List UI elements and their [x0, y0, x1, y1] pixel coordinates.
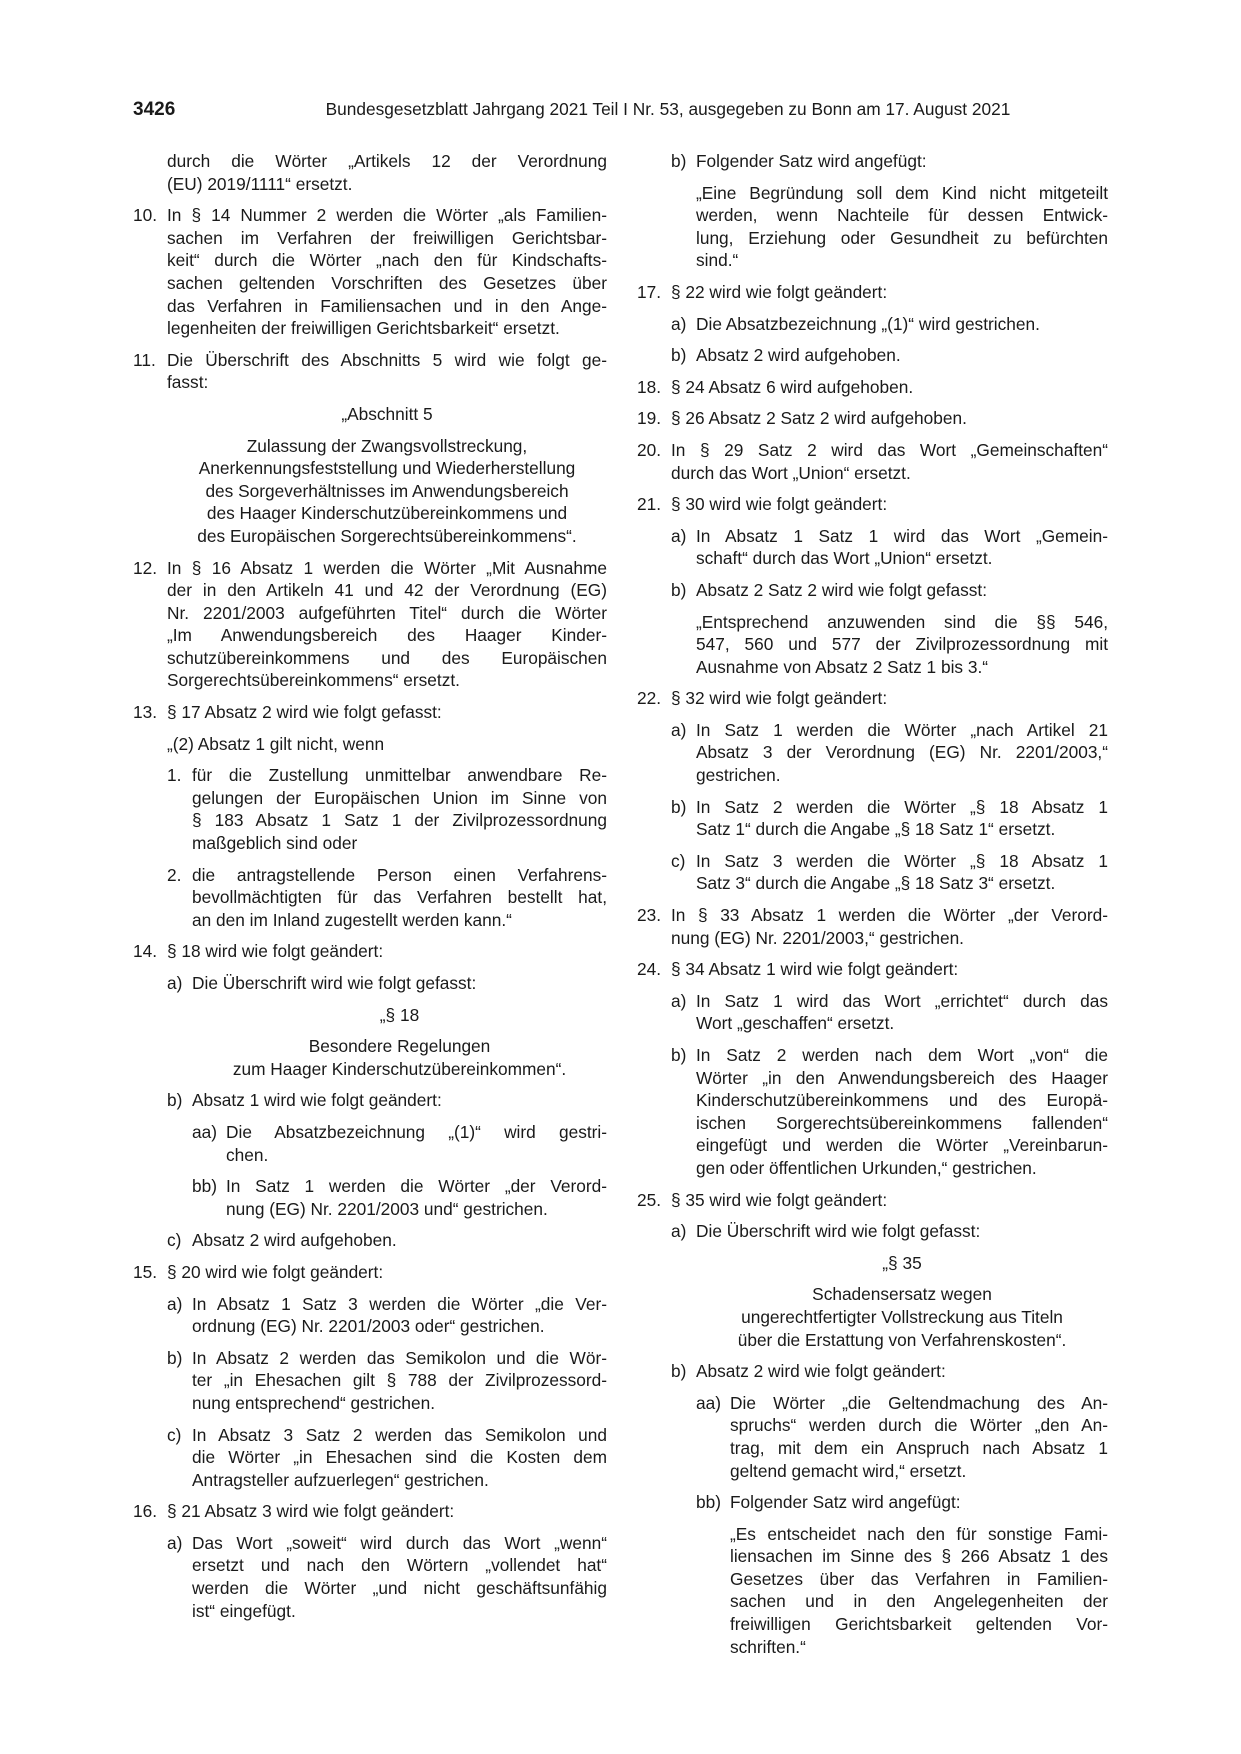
left-column [133, 150, 607, 1631]
sub-sub-item-aa: aa) Die Wörter „die Geltendmachung des An- spruchs“ werden durch die Wörter „den An- trag, mit dem ein Anspruch nach Absatz 1 geltend gemacht wird,“ ersetzt. [696, 1392, 1108, 1481]
sub-sub-item-bb: bb) Folgender Satz wird angefügt: [696, 1492, 961, 1513]
quoted-text: „Entsprechend anzuwenden sind die §§ 546, 547, 560 und 577 der Zivilprozessordnung mit Ausnahme von Absatz 2 Satz 1 bis 3.“ [696, 611, 1108, 677]
sub-item-c: c) In Absatz 3 Satz 2 werden das Semikolon und die Wörter „in Ehesachen sind die Kosten dem Antragsteller aufzuerlegen“ gestrichen. [167, 1424, 607, 1490]
sub-sub-item-aa: aa) Die Absatzbezeichnung „(1)“ wird gestri- chen. [192, 1121, 607, 1165]
sub-item-letter: b) [167, 1347, 183, 1368]
sub-item-b: b) In Absatz 2 werden das Semikolon und die Wör- ter „in Ehesachen gilt § 788 der Zivilprozessord- nung entsprechend“ gestrichen. [167, 1347, 607, 1413]
item-number: 24. [637, 959, 662, 980]
sub-item-b: b) Absatz 2 wird aufgehoben. [671, 345, 901, 366]
sub-item-letter: b) [671, 1361, 687, 1382]
list-item-17: 17. § 22 wird wie folgt geändert: [637, 281, 888, 302]
item-number: 22. [637, 688, 662, 709]
item-number: 20. [637, 439, 662, 460]
list-item-11: 11. Die Überschrift des Abschnitts 5 wird wie folgt ge- fasst: [133, 349, 607, 393]
sub-item-number: 2. [167, 864, 182, 885]
list-item-21: 21. § 30 wird wie folgt geändert: [637, 494, 888, 515]
section-heading: „§ 18 [379, 1004, 420, 1025]
sub-item-2: 2. die antragstellende Person einen Verfahrens- bevollmächtigten für das Verfahren bestellt hat, an den im Inland zugestellt werden kann.“ [167, 864, 607, 930]
sub-item-a: a) In Absatz 1 Satz 3 werden die Wörter „die Ver- ordnung (EG) Nr. 2201/2003 oder“ gestrichen. [167, 1293, 607, 1337]
page-header [133, 98, 1108, 128]
sub-item-letter: a) [167, 1532, 183, 1553]
sub-item-b: b) Absatz 2 Satz 2 wird wie folgt gefasst: [671, 579, 988, 600]
quoted-text: „Es entscheidet nach den für sonstige Fami- liensachen im Sinne des § 266 Absatz 1 des Gesetzes über das Verfahren in Familien- sachen und in den Angelegenheiten der freiwilligen Gerichtsbarkeit geltenden Vor- schriften.“ [730, 1523, 1108, 1657]
list-item-15: 15. § 20 wird wie folgt geändert: [133, 1261, 384, 1282]
sub-sub-item-bb: bb) In Satz 1 werden die Wörter „der Verord- nung (EG) Nr. 2201/2003 und“ gestrichen. [192, 1176, 607, 1219]
list-item-25: 25. § 35 wird wie folgt geändert: [637, 1189, 888, 1210]
list-item-16: 16. § 21 Absatz 3 wird wie folgt geändert: [133, 1501, 455, 1522]
item-number: 17. [637, 281, 662, 302]
sub-item-letter: c) [167, 1424, 182, 1445]
list-item-14: 14. § 18 wird wie folgt geändert: [133, 941, 384, 962]
item-number: 14. [133, 941, 158, 962]
sub-sub-item-letter: aa) [192, 1121, 217, 1142]
list-item-20: 20. In § 29 Satz 2 wird das Wort „Gemeinschaften“ durch das Wort „Union“ ersetzt. [637, 439, 1108, 483]
sub-item-a: a) In Absatz 1 Satz 1 wird das Wort „Gemein- schaft“ durch das Wort „Union“ ersetzt. [671, 525, 1108, 569]
sub-item-letter: a) [671, 525, 687, 546]
sub-item-number: 1. [167, 765, 182, 786]
item-number: 10. [133, 205, 158, 226]
sub-item-b: b) In Satz 2 werden nach dem Wort „von“ die Wörter „in den Anwendungsbereich des Haager Kinderschutzübereinkommens und des Europä- ischen Sorgerechtsübereinkommens fallenden“ eingefügt und werden die Wörter „Vereinbarun- gen oder öffentlichen Urkunden,“ gestrichen. [671, 1045, 1108, 1178]
sub-item-a: a) Das Wort „soweit“ wird durch das Wort „wenn“ ersetzt und nach den Wörtern „vollendet hat“ werden die Wörter „und nicht geschäftsunfähig ist“ eingefügt. [167, 1532, 607, 1621]
item-number: 23. [637, 905, 662, 926]
sub-item-letter: a) [671, 990, 687, 1011]
item-number: 18. [637, 376, 662, 397]
item-number: 11. [133, 349, 156, 370]
sub-item-letter: c) [167, 1230, 182, 1251]
section-heading-body: Zulassung der Zwangsvollstreckung, Anerkennungsfeststellung und Wiederherstellung des Sorgeverhältnisses im Anwendungsbereich des Haager Kinderschutzübereinkommens und des Europäischen Sorgerechtsübereinkommens“. [197, 435, 577, 546]
item-number: 15. [133, 1261, 158, 1282]
sub-item-letter: a) [671, 719, 687, 740]
list-item-24: 24. § 34 Absatz 1 wird wie folgt geändert: [637, 959, 959, 980]
sub-sub-item-letter: bb) [192, 1176, 217, 1197]
item-number: 13. [133, 702, 158, 723]
sub-item-1: 1. für die Zustellung unmittelbar anwendbare Re- gelungen der Europäischen Union im Sinne von § 183 Absatz 1 Satz 1 der Zivilprozessordnung maßgeblich sind oder [167, 765, 607, 854]
sub-item-letter: b) [671, 1045, 687, 1065]
sub-item-letter: a) [167, 1293, 183, 1314]
sub-item-a: a) In Satz 1 wird das Wort „errichtet“ durch das Wort „geschaffen“ ersetzt. [671, 990, 1108, 1034]
list-item-12: 12. In § 16 Absatz 1 werden die Wörter „Mit Ausnahme der in den Artikeln 41 und 42 der Verordnung (EG) Nr. 2201/2003 aufgeführten Titel“ durch die Wörter „Im Anwendungsbereich des Haager Kinder- schutzübereinkommens und des Europäischen Sorgerechtsübereinkommens“ ersetzt. [133, 557, 607, 691]
sub-item-letter: b) [671, 345, 687, 366]
item-number: 25. [637, 1189, 662, 1210]
page-number: 3426 [133, 99, 176, 120]
section-heading-body: Besondere Regelungen zum Haager Kinderschutzübereinkommen“. [232, 1036, 567, 1079]
sub-sub-item-letter: bb) [696, 1492, 721, 1513]
list-item-23: 23. In § 33 Absatz 1 werden die Wörter „der Verord- nung (EG) Nr. 2201/2003,“ gestrichen. [637, 905, 1108, 948]
list-item-22: 22. § 32 wird wie folgt geändert: [637, 688, 888, 709]
sub-item-letter: c) [671, 850, 686, 871]
item-number: 16. [133, 1501, 158, 1522]
list-item-10: 10. In § 14 Nummer 2 werden die Wörter „als Familien- sachen im Verfahren der freiwilligen Gerichtsbar- keit“ durch die Wörter „nach den für Kindschafts- sachen geltenden Vorschriften des Gesetzes über das Verfahren in Familiensachen und in den Ange- legenheiten der freiwilligen Gerichtsbarkeit“ ersetzt. [133, 205, 607, 339]
sub-item-letter: b) [671, 579, 687, 600]
sub-item-a: a) In Satz 1 werden die Wörter „nach Artikel 21 Absatz 3 der Verordnung (EG) Nr. 2201/2003,“ gestrichen. [671, 719, 1108, 786]
sub-item-c: c) Absatz 2 wird aufgehoben. [167, 1230, 397, 1251]
continuation-paragraph: durch die Wörter „Artikels 12 der Verordnung (EU) 2019/1111“ ersetzt. [167, 151, 607, 194]
section-heading: „§ 35 [882, 1252, 922, 1273]
sub-item-letter: b) [167, 1090, 183, 1111]
quoted-text: „(2) Absatz 1 gilt nicht, wenn [167, 733, 385, 754]
sub-item-letter: a) [671, 313, 687, 334]
sub-item-a: a) Die Absatzbezeichnung „(1)“ wird gestrichen. [671, 313, 1040, 334]
sub-sub-item-letter: aa) [696, 1392, 721, 1413]
quoted-text: „Eine Begründung soll dem Kind nicht mitgeteilt werden, wenn Nachteile für dessen Entwick- lung, Erziehung oder Gesundheit zu befürchten sind.“ [696, 182, 1108, 271]
item-number: 21. [637, 494, 662, 515]
sub-item-b: b) Absatz 2 wird wie folgt geändert: [671, 1361, 946, 1382]
sub-item-letter: a) [671, 1221, 687, 1242]
sub-item-b: b) Folgender Satz wird angefügt: [671, 151, 927, 171]
section-heading: „Abschnitt 5 [341, 403, 433, 424]
running-title: Bundesgesetzblatt Jahrgang 2021 Teil I Nr. 53, ausgegeben zu Bonn am 17. August 2021 [325, 99, 1011, 119]
list-item-13: 13. § 17 Absatz 2 wird wie folgt gefasst: [133, 702, 442, 723]
sub-item-letter: a) [167, 973, 183, 993]
list-item-18: 18. § 24 Absatz 6 wird aufgehoben. [637, 376, 914, 397]
sub-item-letter: b) [671, 796, 687, 817]
list-item-19: 19. § 26 Absatz 2 Satz 2 wird aufgehoben. [637, 408, 967, 429]
sub-item-letter: b) [671, 151, 687, 171]
sub-item-c: c) In Satz 3 werden die Wörter „§ 18 Absatz 1 Satz 3“ durch die Angabe „§ 18 Satz 3“ ersetzt. [671, 850, 1108, 894]
right-column [637, 150, 1108, 1667]
section-heading-body: Schadensersatz wegen ungerechtfertigter Vollstreckung aus Titeln über die Erstattung von Verfahrenskosten“. [737, 1284, 1067, 1350]
item-number: 19. [637, 408, 662, 429]
sub-item-b: b) Absatz 1 wird wie folgt geändert: [167, 1090, 442, 1111]
sub-item-a: a) Die Überschrift wird wie folgt gefasst: [671, 1221, 981, 1242]
item-number: 12. [133, 557, 158, 578]
sub-item-b: b) In Satz 2 werden die Wörter „§ 18 Absatz 1 Satz 1“ durch die Angabe „§ 18 Satz 1“ ersetzt. [671, 796, 1108, 840]
sub-item-a: a) Die Überschrift wird wie folgt gefasst: [167, 973, 477, 993]
